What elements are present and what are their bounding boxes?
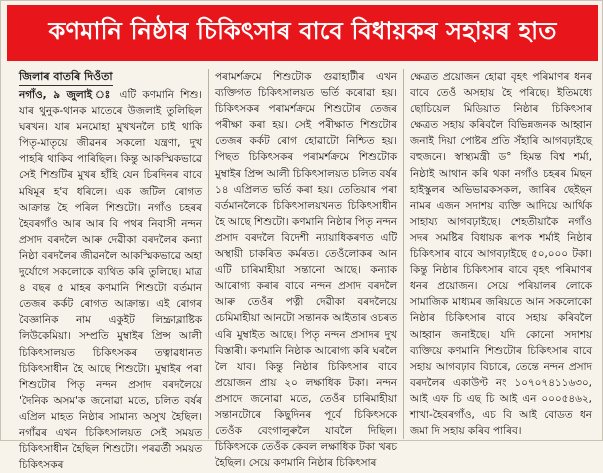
byline: জিলাৰ বাতৰি দিওঁতা bbox=[19, 69, 113, 86]
column-2-text: পৰামৰ্শক্ৰমে শিশুটোক গুৱাহাটীৰ এখন ব্যক্তিগত চিকিৎসালয়ত ভৰ্তি কৰোৱা হয়। চিকিৎসকৰ পৰামৰ্শক্ৰমে শিশুটোৰ তেজৰ পৰীক্ষা কৰা হয়। সেই পৰীক্ষাত শিশুটোৰ তেজৰ কৰ্কট ৰোগ হোৱাটো নিশ্চিত হয়। পিছত চিকিৎসকৰ পৰামৰ্শক্ৰমে শিশুটোক মুম্বাইৰ প্ৰিন্স আলী চিকিৎসালয়ত চলিত বৰ্ষৰ ১৪ এপ্ৰিলত ভৰ্তি কৰা হয়। তেতিয়াৰ পৰা বৰ্তমানলৈকে চিকিৎসালয়খনত চিকিৎসাধীন হৈ আছে শিশুটো। কণমানি নিষ্ঠাৰ পিতৃ নন্দন প্ৰসাদ বৰদলৈ বিদেশী ন্যায়াধিকৰণত এটি অস্থায়ী চাকৰিত কৰ্মৰত। তেওঁলোকৰ আন এটি চাৰিমাহীয়া সন্তানো আছে। কন্যাক আৰোগ্য কৰাৰ বাবে নন্দন প্ৰসাদ বৰদলৈ আৰু তেওঁৰ পত্নী দেৱীকা বৰদলৈয়ে চেমিমাহীয়া আনটো সন্তানক আইতাৰ ওচৰত এৰি মুম্বাইত আছে। পিতৃ নন্দন প্ৰসাদৰ দুখ বিস্তাৰী। কণমানি নিষ্ঠাক আৰোগ্য কৰি ঘৰলৈ লৈ যাব। কিন্তু নিষ্ঠাৰ চিকিৎসাৰ বাবে প্ৰয়োজন প্ৰায় ২০ লক্ষাধিক টকা। নন্দন প্ৰসাদে জনোৱা মতে, তেওঁৰ চাৰিমাহীয়া সন্তানটোৰে কিছুদিনৰ পূৰ্বে চিকিৎসকে তেওঁক বেংগালুৰুলৈ যাবলৈ দিছিল। চিকিৎসকে তেওঁক কেবল লক্ষাধিক টকা খৰচ হৈছিল। সেয়ে কণমানি নিষ্ঠাৰ চিকিৎসাৰ bbox=[215, 71, 397, 470]
article-column-2 bbox=[208, 69, 403, 470]
column-3-text: ক্ষেত্ৰত প্ৰয়োজন হোৱা বৃহৎ পৰিমাণৰ ধনৰ বাবে তেওঁ অসহায় হৈ পৰিছে। ইতিমধ্যে ছোচিয়েল মিডিয়াত নিষ্ঠাৰ চিকিৎসাৰ ক্ষেত্ৰত সহায় কৰিবলৈ বিভিন্নজনক আহ্বান জনাই দিয়া পোষ্টৰ প্ৰতি সঁহাৰি আগবঢ়াইছে বহুজনে। স্বাস্থ্যমন্ত্ৰী ড° হিমন্ত বিশ্ব শৰ্মা, নিষ্ঠাই আথান কৰি থকা নগাঁও চহৰৰ মিছন হাইস্কুলৰ অভিভাৱকসকল, জাৰিৰ ছেইছন নামৰ এজন সদাশয় ব্যক্তি আদিয়ে আৰ্থিক সাহায্য আগবঢ়াইছে। শেহতীয়াকৈ নগাঁও সদৰ সমষ্টিৰ বিধায়ক ৰূপক শৰ্মাই নিষ্ঠাৰ চিকিৎসাৰ বাবে আগবঢ়াইছে ৫০,০০০ টকা। কিন্তু নিষ্ঠাৰ চিকিৎসাৰ বাবে বৃহৎ পৰিমাণৰ ধনৰ প্ৰয়োজন। সেয়ে পৰিয়ালৰ লোকে সামাজিক মাধ্যমৰ জৰিয়তে আন সকলোকো নিষ্ঠাৰ চিকিৎসাৰ বাবে সহায় কৰিবলৈ আহ্বান জনাইছে। যদি কোনো সদাশয় ব্যক্তিয়ে কণমানি শিশুটোৰ চিকিৎসাৰ বাবে সহায় আগবঢ়াব বিচাৰে, তেন্তে নন্দন প্ৰসাদ বৰদলৈৰ একাউণ্ট নং ১০৭০৭৪১১৬৩০, আই এফ চি এছ চি আই এন ০০০৫৪৬২, শাখা-হৈবৰগাঁও, এচ বি আই বোডত ধন জমা দি সহায় কৰিব পাৰিব। bbox=[410, 71, 592, 438]
dateline: নগাঁও, ৯ জুলাই ঃ bbox=[19, 89, 114, 101]
article-column-1 bbox=[13, 69, 208, 472]
column-1-text: এটি কণমানি শিশু। যাৰ থুনুক-থানক মাতেৰে উজলাই তুলিছিল ঘৰখন। যাৰ মনমোহা মুখখনলৈ চাই থাকি পিতৃ-মাতৃয়ে জীৱনৰ সকলো যন্ত্ৰণা, দুখ পাহৰি থাকিব পাৰিছিল। কিন্তু আকস্মিকভাৱে সেই শিশুটিৰ মুখৰ হাঁহি যেন চিৰদিনৰ বাবে মষিমূৰ হ'ব ধৰিলে। এক জটিল ৰোগত আক্ৰান্ত হৈ পৰিল শিশুটো। নগাঁও চহৰৰ হৈবৰগাঁও আৰ আৰ বি পথৰ নিবাসী নন্দন প্ৰসাদ বৰদলৈ আৰু দেৱীকা বৰদলৈৰ কন্যা নিষ্ঠা বৰদলৈৰ জীৱনলৈ আকস্মিকভাৱে অহা দুৰ্যোগে সকলোকে ব্যথিত কৰি তুলিছে। মাত্ৰ ৪ বছৰ ৫ মাহৰ কণমানি শিশুটো বৰ্তমান তেজৰ কৰ্কট ৰোগত আক্ৰান্ত। এই ৰোগৰ বৈজ্ঞানিক নাম একুইট লিম্ফ্ৰাব্লাষ্টিক লিউকেমিয়া। সম্প্ৰতি মুম্বাইৰ প্ৰিন্স আলী চিকিৎসালয়ত চিকিৎসকৰ তত্বাৱধানত চিকিৎসাধীন হৈ আছে শিশুটো। মুম্বাইৰ পৰা শিশুটোৰ পিতৃ নন্দন প্ৰসাদ বৰদলৈয়ে 'দৈনিক অসম'ক জনোৱা মতে, চলিত বৰ্ষৰ এপ্ৰিল মাহত নিষ্ঠাৰ সামান্য অসুখ হৈছিল। নগাঁৱৰ এখন চিকিৎসালয়ত সেই সময়ত চিকিৎসাধীন হৈছিল শিশুটো। পৰৱৰ্তী সময়ত চিকিৎসকৰ bbox=[19, 89, 202, 472]
headline: কণমানি নিষ্ঠাৰ চিকিৎসাৰ বাবে বিধায়কৰ সহায়ৰ হাত bbox=[7, 5, 598, 61]
article-body bbox=[13, 69, 598, 472]
column-1-paragraph bbox=[19, 87, 202, 473]
article-column-3 bbox=[403, 69, 598, 439]
